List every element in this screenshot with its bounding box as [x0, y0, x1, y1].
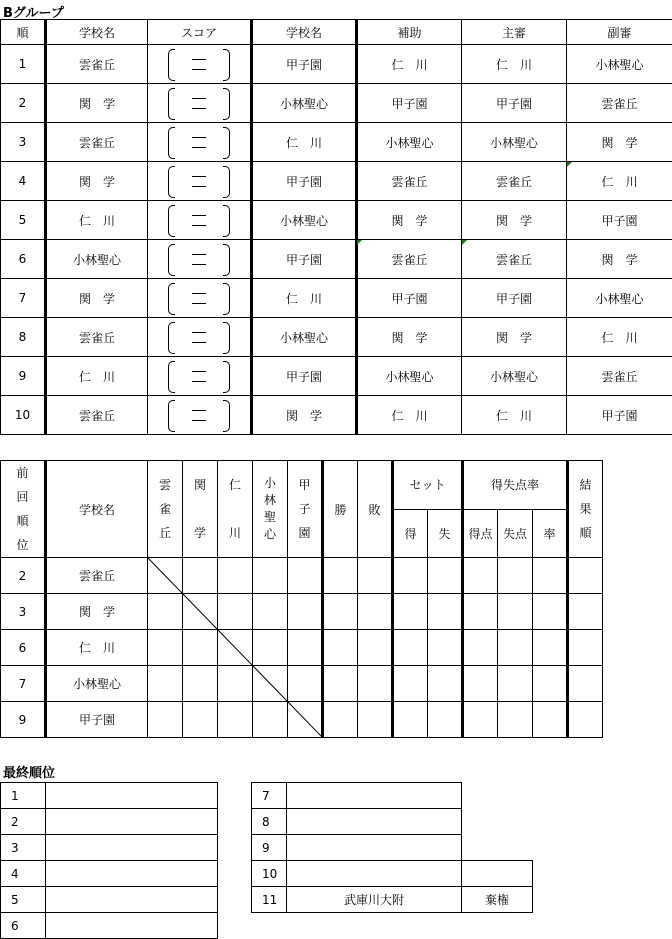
diagonal-line	[183, 594, 218, 630]
final-rank-row	[1, 887, 218, 913]
match-school-a: 雲雀丘	[46, 396, 148, 435]
final-rank-school	[287, 835, 462, 861]
match-main-referee: 関 学	[462, 318, 567, 357]
header-opponent-nigawa: 仁 川	[218, 461, 253, 558]
match-sub-referee: 甲子園	[567, 201, 672, 240]
score-bracket	[168, 49, 230, 79]
league-ratio	[533, 666, 568, 702]
match-assistant: 雲雀丘	[357, 162, 462, 201]
final-rank-row	[1, 835, 218, 861]
match-school-b: 小林聖心	[252, 84, 357, 123]
score-bracket	[168, 361, 230, 391]
match-order: 3	[1, 123, 46, 162]
league-prev-rank: 9	[1, 702, 46, 738]
match-main-referee: 小林聖心	[462, 357, 567, 396]
final-ranking-right-table	[251, 782, 533, 913]
score-bracket	[168, 322, 230, 352]
final-rank-number: 2	[1, 809, 46, 835]
match-order: 6	[1, 240, 46, 279]
final-ranking-left-table	[0, 782, 218, 939]
match-school-b: 甲子園	[252, 162, 357, 201]
league-result-cell	[218, 666, 253, 702]
league-sets-won	[393, 558, 428, 594]
league-school: 仁 川	[46, 630, 148, 666]
league-result-cell	[253, 594, 288, 630]
header-score: スコア	[148, 20, 252, 45]
final-rank-school	[287, 783, 462, 809]
league-sets-won	[393, 594, 428, 630]
match-row	[1, 279, 672, 318]
league-ratio	[533, 558, 568, 594]
header-points-for: 得点	[463, 509, 498, 558]
match-score	[148, 396, 252, 435]
match-school-b: 甲子園	[252, 357, 357, 396]
comment-marker	[567, 162, 572, 167]
final-rank-school	[287, 809, 462, 835]
league-school: 関 学	[46, 594, 148, 630]
final-rank-row	[252, 887, 533, 913]
final-rank-school	[46, 835, 218, 861]
header-points-against: 失点	[498, 509, 533, 558]
match-order: 10	[1, 396, 46, 435]
match-header-row	[1, 20, 672, 45]
league-result-cell	[148, 702, 183, 738]
league-ratio	[533, 630, 568, 666]
league-losses	[358, 666, 393, 702]
match-main-referee: 甲子園	[462, 84, 567, 123]
league-result-cell	[218, 594, 253, 630]
match-row	[1, 162, 672, 201]
match-main-referee: 仁 川	[462, 45, 567, 84]
league-points-for	[463, 558, 498, 594]
match-sub-referee: 仁 川	[567, 318, 672, 357]
header-sets-lost: 失	[428, 509, 463, 558]
league-diagonal-cell	[288, 702, 323, 738]
final-rank-number: 9	[252, 835, 287, 861]
final-rank-number: 3	[1, 835, 46, 861]
final-rank-note	[462, 861, 533, 887]
league-losses	[358, 630, 393, 666]
league-result-cell	[183, 558, 218, 594]
match-sub-referee: 小林聖心	[567, 45, 672, 84]
league-result-cell	[253, 630, 288, 666]
league-result-rank	[568, 630, 603, 666]
header-order: 順	[1, 20, 46, 45]
league-wins	[323, 702, 358, 738]
header-school-name: 学校名	[46, 461, 148, 558]
league-wins	[323, 630, 358, 666]
match-score	[148, 162, 252, 201]
league-school: 雲雀丘	[46, 558, 148, 594]
league-row	[1, 558, 603, 594]
match-row	[1, 201, 672, 240]
match-school-a: 仁 川	[46, 357, 148, 396]
league-ratio	[533, 594, 568, 630]
match-sub-referee: 甲子園	[567, 396, 672, 435]
match-assistant: 関 学	[357, 201, 462, 240]
match-main-referee: 小林聖心	[462, 123, 567, 162]
match-order: 7	[1, 279, 46, 318]
diagonal-line	[218, 630, 253, 666]
score-bracket	[168, 283, 230, 313]
league-sets-won	[393, 666, 428, 702]
header-previous-rank: 前 回 順 位	[1, 461, 46, 558]
match-school-b: 仁 川	[252, 279, 357, 318]
match-main-referee: 関 学	[462, 201, 567, 240]
match-assistant: 甲子園	[357, 279, 462, 318]
match-order: 2	[1, 84, 46, 123]
header-result-rank: 結 果 順	[568, 461, 603, 558]
match-assistant: 雲雀丘	[357, 240, 462, 279]
match-row	[1, 396, 672, 435]
league-row	[1, 702, 603, 738]
match-row	[1, 240, 672, 279]
league-diagonal-cell	[218, 630, 253, 666]
league-prev-rank: 2	[1, 558, 46, 594]
final-rank-row	[252, 809, 533, 835]
final-rank-school	[46, 913, 218, 939]
league-result-cell	[253, 558, 288, 594]
group-title: Bグループ	[3, 6, 64, 21]
match-score	[148, 45, 252, 84]
empty-cell	[462, 783, 533, 809]
diagonal-line	[253, 666, 288, 702]
league-result-cell	[218, 558, 253, 594]
match-order: 5	[1, 201, 46, 240]
header-opponent-koshien: 甲 子 園	[288, 461, 323, 558]
league-points-against	[498, 594, 533, 630]
league-sets-won	[393, 630, 428, 666]
final-rank-row	[252, 861, 533, 887]
final-rank-school	[46, 783, 218, 809]
header-sets-won: 得	[393, 509, 428, 558]
match-school-a: 小林聖心	[46, 240, 148, 279]
match-order: 4	[1, 162, 46, 201]
league-result-rank	[568, 558, 603, 594]
league-school: 小林聖心	[46, 666, 148, 702]
league-losses	[358, 702, 393, 738]
match-sub-referee: 関 学	[567, 123, 672, 162]
header-main-referee: 主審	[462, 20, 567, 45]
score-bracket	[168, 400, 230, 430]
final-rank-number: 8	[252, 809, 287, 835]
header-sets: セット	[393, 461, 463, 510]
league-points-for	[463, 594, 498, 630]
match-assistant: 仁 川	[357, 45, 462, 84]
match-row	[1, 357, 672, 396]
match-sub-referee: 雲雀丘	[567, 357, 672, 396]
league-sets-lost	[428, 558, 463, 594]
league-points-against	[498, 558, 533, 594]
final-rank-row	[252, 783, 533, 809]
final-ranking-title: 最終順位	[3, 766, 56, 781]
league-prev-rank: 7	[1, 666, 46, 702]
final-rank-number: 10	[252, 861, 287, 887]
match-order: 9	[1, 357, 46, 396]
league-result-cell	[148, 630, 183, 666]
league-result-cell	[148, 594, 183, 630]
score-bracket	[168, 205, 230, 235]
header-school-b: 学校名	[252, 20, 357, 45]
match-score	[148, 357, 252, 396]
match-row	[1, 318, 672, 357]
header-school-a: 学校名	[46, 20, 148, 45]
match-main-referee: 甲子園	[462, 279, 567, 318]
match-main-referee: 仁 川	[462, 396, 567, 435]
league-ratio	[533, 702, 568, 738]
match-school-a: 雲雀丘	[46, 318, 148, 357]
match-sub-referee: 小林聖心	[567, 279, 672, 318]
header-opponent-obayashi: 小 林 聖 心	[253, 461, 288, 558]
league-sets-lost	[428, 702, 463, 738]
league-result-cell	[288, 594, 323, 630]
diagonal-line	[148, 558, 183, 594]
match-school-a: 関 学	[46, 162, 148, 201]
match-score	[148, 240, 252, 279]
empty-cell	[462, 809, 533, 835]
match-school-b: 小林聖心	[252, 318, 357, 357]
league-result-cell	[288, 558, 323, 594]
match-row	[1, 84, 672, 123]
match-order: 1	[1, 45, 46, 84]
match-score	[148, 84, 252, 123]
match-main-referee: 雲雀丘	[462, 240, 567, 279]
league-row	[1, 666, 603, 702]
league-result-rank	[568, 702, 603, 738]
match-school-b: 甲子園	[252, 240, 357, 279]
final-rank-row	[1, 913, 218, 939]
match-assistant: 小林聖心	[357, 357, 462, 396]
header-wins: 勝	[323, 461, 358, 558]
match-score	[148, 279, 252, 318]
league-result-cell	[218, 702, 253, 738]
league-diagonal-cell	[183, 594, 218, 630]
header-opponent-kangaku: 関 学	[183, 461, 218, 558]
match-school-a: 雲雀丘	[46, 123, 148, 162]
league-points-for	[463, 666, 498, 702]
league-losses	[358, 594, 393, 630]
final-rank-school	[46, 809, 218, 835]
league-points-against	[498, 702, 533, 738]
match-sub-referee: 仁 川	[567, 162, 672, 201]
league-result-cell	[148, 666, 183, 702]
match-assistant: 関 学	[357, 318, 462, 357]
final-rank-number: 11	[252, 887, 287, 913]
league-points-against	[498, 630, 533, 666]
league-wins	[323, 594, 358, 630]
league-result-cell	[253, 702, 288, 738]
league-points-against	[498, 666, 533, 702]
match-school-b: 関 学	[252, 396, 357, 435]
match-school-b: 仁 川	[252, 123, 357, 162]
match-score	[148, 318, 252, 357]
match-row	[1, 123, 672, 162]
header-sub-referee: 副審	[567, 20, 672, 45]
final-rank-row	[1, 783, 218, 809]
match-assistant: 甲子園	[357, 84, 462, 123]
final-rank-row	[1, 809, 218, 835]
league-row	[1, 594, 603, 630]
final-rank-row	[1, 861, 218, 887]
match-score	[148, 123, 252, 162]
header-ratio: 率	[533, 509, 568, 558]
final-rank-number: 7	[252, 783, 287, 809]
league-result-cell	[183, 666, 218, 702]
comment-marker	[357, 240, 362, 245]
league-result-cell	[183, 630, 218, 666]
match-sub-referee: 関 学	[567, 240, 672, 279]
league-result-cell	[183, 702, 218, 738]
match-school-a: 仁 川	[46, 201, 148, 240]
league-standings-table	[0, 460, 603, 738]
league-wins	[323, 666, 358, 702]
league-sets-lost	[428, 630, 463, 666]
league-wins	[323, 558, 358, 594]
league-diagonal-cell	[253, 666, 288, 702]
league-sets-won	[393, 702, 428, 738]
final-rank-school: 武庫川大附	[287, 887, 462, 913]
score-bracket	[168, 166, 230, 196]
diagonal-line	[288, 702, 323, 738]
league-result-rank	[568, 594, 603, 630]
league-prev-rank: 3	[1, 594, 46, 630]
final-rank-number: 6	[1, 913, 46, 939]
league-result-cell	[288, 666, 323, 702]
match-order: 8	[1, 318, 46, 357]
final-rank-school	[287, 861, 462, 887]
match-school-b: 小林聖心	[252, 201, 357, 240]
league-sets-lost	[428, 594, 463, 630]
score-bracket	[168, 127, 230, 157]
league-row	[1, 630, 603, 666]
match-assistant: 小林聖心	[357, 123, 462, 162]
final-rank-number: 1	[1, 783, 46, 809]
match-school-b: 甲子園	[252, 45, 357, 84]
match-school-a: 雲雀丘	[46, 45, 148, 84]
final-rank-school	[46, 887, 218, 913]
header-losses: 敗	[358, 461, 393, 558]
league-result-rank	[568, 666, 603, 702]
final-rank-school	[46, 861, 218, 887]
match-row	[1, 45, 672, 84]
match-school-a: 関 学	[46, 279, 148, 318]
league-sets-lost	[428, 666, 463, 702]
header-point-ratio: 得失点率	[463, 461, 568, 510]
final-rank-number: 5	[1, 887, 46, 913]
match-schedule-table	[0, 19, 672, 435]
league-result-cell	[288, 630, 323, 666]
comment-marker	[462, 240, 467, 245]
match-score	[148, 201, 252, 240]
header-opponent-hibarigaoka: 雲 雀 丘	[148, 461, 183, 558]
match-assistant: 仁 川	[357, 396, 462, 435]
final-rank-row	[252, 835, 533, 861]
league-points-for	[463, 702, 498, 738]
score-bracket	[168, 88, 230, 118]
match-main-referee: 雲雀丘	[462, 162, 567, 201]
match-school-a: 関 学	[46, 84, 148, 123]
header-assistant: 補助	[357, 20, 462, 45]
final-rank-note: 棄権	[462, 887, 533, 913]
league-school: 甲子園	[46, 702, 148, 738]
score-bracket	[168, 244, 230, 274]
league-prev-rank: 6	[1, 630, 46, 666]
league-losses	[358, 558, 393, 594]
match-sub-referee: 雲雀丘	[567, 84, 672, 123]
empty-cell	[462, 835, 533, 861]
final-rank-number: 4	[1, 861, 46, 887]
league-points-for	[463, 630, 498, 666]
league-diagonal-cell	[148, 558, 183, 594]
